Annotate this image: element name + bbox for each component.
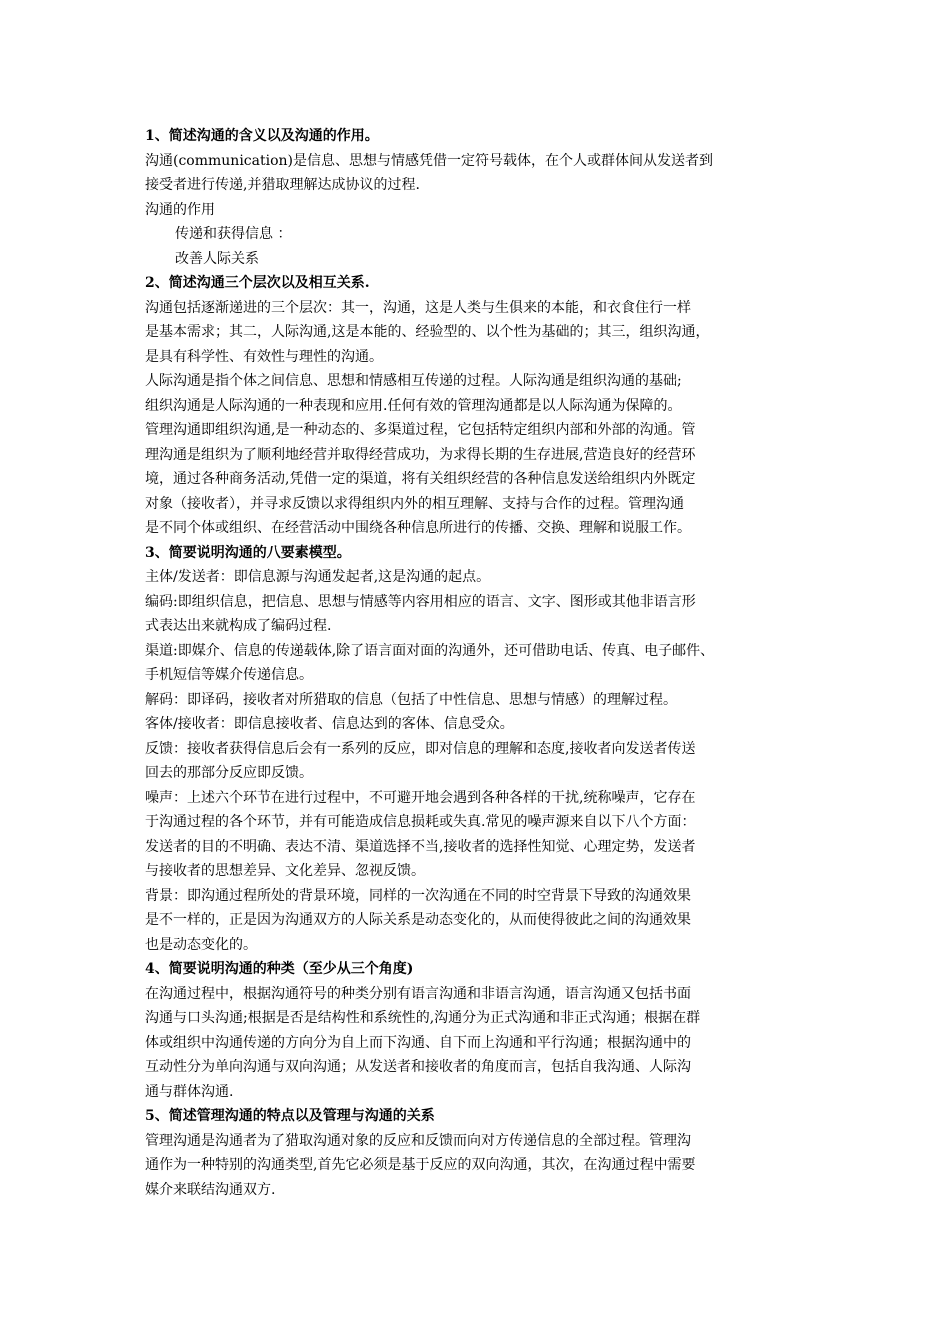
paragraph-line: 管理沟通即组织沟通,是一种动态的、多渠道过程，它包括特定组织内部和外部的沟通。管 bbox=[145, 422, 696, 438]
paragraph-line: 改善人际关系 bbox=[175, 250, 259, 267]
paragraph-line: 沟通(communication)是信息、思想与情感凭借一定符号载体，在个人或群体间从发送者到 bbox=[145, 152, 713, 169]
paragraph-line: 主体/发送者：即信息源与沟通发起者,这是沟通的起点。 bbox=[145, 569, 491, 585]
paragraph-line: 沟通与口头沟通;根据是否是结构性和系统性的,沟通分为正式沟通和非正式沟通；根据在群 bbox=[145, 1010, 701, 1026]
paragraph-line: 接受者进行传递,并猎取理解达成协议的过程. bbox=[145, 177, 420, 193]
paragraph-line: 背景：即沟通过程所处的背景环境，同样的一次沟通在不同的时空背景下导致的沟通效果 bbox=[145, 887, 691, 904]
paragraph-line: 媒介来联结沟通双方. bbox=[145, 1181, 276, 1198]
paragraph-line: 通作为一种特别的沟通类型,首先它必须是基于反应的双向沟通，其次，在沟通过程中需要 bbox=[145, 1157, 696, 1173]
paragraph-line: 组织沟通是人际沟通的一种表现和应用.任何有效的管理沟通都是以人际沟通为保障的。 bbox=[145, 397, 682, 414]
paragraph-line: 沟通包括逐渐递进的三个层次：其一，沟通，这是人类与生俱来的本能，和衣食住行一样 bbox=[145, 299, 691, 316]
paragraph-line: 渠道:即媒介、信息的传递载体,除了语言面对面的沟通外，还可借助电话、传真、电子邮件、 bbox=[145, 642, 715, 659]
paragraph-line: 人际沟通是指个体之间信息、思想和情感相互传递的过程。人际沟通是组织沟通的基础; bbox=[145, 373, 682, 389]
paragraph-line: 式表达出来就构成了编码过程. bbox=[145, 618, 332, 634]
paragraph-line: 传递和获得信息 ： bbox=[175, 226, 292, 242]
paragraph-line: 于沟通过程的各个环节，并有可能造成信息损耗或失真.常见的噪声源来自以下八个方面： bbox=[145, 814, 696, 830]
paragraph-line: 是不一样的，正是因为沟通双方的人际关系是动态变化的，从而使得彼此之间的沟通效果 bbox=[145, 912, 691, 928]
paragraph-line: 反馈：接收者获得信息后会有一系列的反应，即对信息的理解和态度,接收者向发送者传送 bbox=[145, 740, 696, 757]
document-body bbox=[145, 124, 817, 1202]
paragraph-line: 对象（接收者），并寻求反馈以求得组织内外的相互理解、支持与合作的过程。管理沟通 bbox=[145, 495, 684, 512]
paragraph-line: 客体/接收者：即信息接收者、信息达到的客体、信息受众。 bbox=[145, 716, 514, 732]
paragraph-line: 是具有科学性、有效性与理性的沟通。 bbox=[145, 348, 383, 365]
paragraph-line: 沟通的作用 bbox=[145, 201, 215, 218]
paragraph-line: 通与群体沟通. bbox=[145, 1083, 234, 1100]
paragraph-line: 与接收者的思想差异、文化差异、忽视反馈。 bbox=[145, 863, 425, 879]
section-heading: 1、简述沟通的含义以及沟通的作用。 bbox=[145, 128, 379, 144]
paragraph-line: 发送者的目的不明确、表达不清、渠道选择不当,接收者的选择性知觉、心理定势，发送者 bbox=[145, 838, 696, 855]
section-heading: 3、简要说明沟通的八要素模型。 bbox=[145, 544, 351, 561]
paragraph-line: 噪声：上述六个环节在进行过程中，不可避开地会遇到各种各样的干扰,统称噪声，它存在 bbox=[145, 789, 696, 806]
paragraph-line: 管理沟通是沟通者为了猎取沟通对象的反应和反馈而向对方传递信息的全部过程。管理沟 bbox=[145, 1132, 691, 1149]
section-heading: 4、简要说明沟通的种类（至少从三个角度) bbox=[145, 961, 414, 977]
paragraph-line: 境，通过各种商务活动,凭借一定的渠道，将有关组织经营的各种信息发送给组织内外既定 bbox=[145, 471, 696, 487]
paragraph-line: 是不同个体或组织、在经营活动中围绕各种信息所进行的传播、交换、理解和说服工作。 bbox=[145, 520, 691, 536]
paragraph-line: 解码：即译码，接收者对所猎取的信息（包括了中性信息、思想与情感）的理解过程。 bbox=[145, 691, 677, 708]
paragraph-line: 在沟通过程中，根据沟通符号的种类分别有语言沟通和非语言沟通，语言沟通又包括书面 bbox=[145, 985, 691, 1002]
paragraph-line: 也是动态变化的。 bbox=[145, 936, 257, 953]
section-heading: 2、简述沟通三个层次以及相互关系. bbox=[145, 275, 370, 291]
paragraph-line: 回去的那部分反应即反馈。 bbox=[145, 765, 313, 781]
paragraph-line: 理沟通是组织为了顺利地经营并取得经营成功，为求得长期的生存进展,营造良好的经营环 bbox=[145, 446, 696, 463]
paragraph-line: 是基本需求；其二，人际沟通,这是本能的、经验型的、以个性为基础的；其三，组织沟通， bbox=[145, 324, 710, 340]
paragraph-line: 手机短信等媒介传递信息。 bbox=[145, 667, 313, 683]
section-heading: 5、简述管理沟通的特点以及管理与沟通的关系 bbox=[145, 1108, 435, 1124]
paragraph-line: 互动性分为单向沟通与双向沟通；从发送者和接收者的角度而言，包括自我沟通、人际沟 bbox=[145, 1059, 691, 1075]
paragraph-line: 编码:即组织信息，把信息、思想与情感等内容用相应的语言、文字、图形或其他非语言形 bbox=[145, 593, 696, 610]
paragraph-line: 体或组织中沟通传递的方向分为自上而下沟通、自下而上沟通和平行沟通；根据沟通中的 bbox=[145, 1034, 691, 1051]
